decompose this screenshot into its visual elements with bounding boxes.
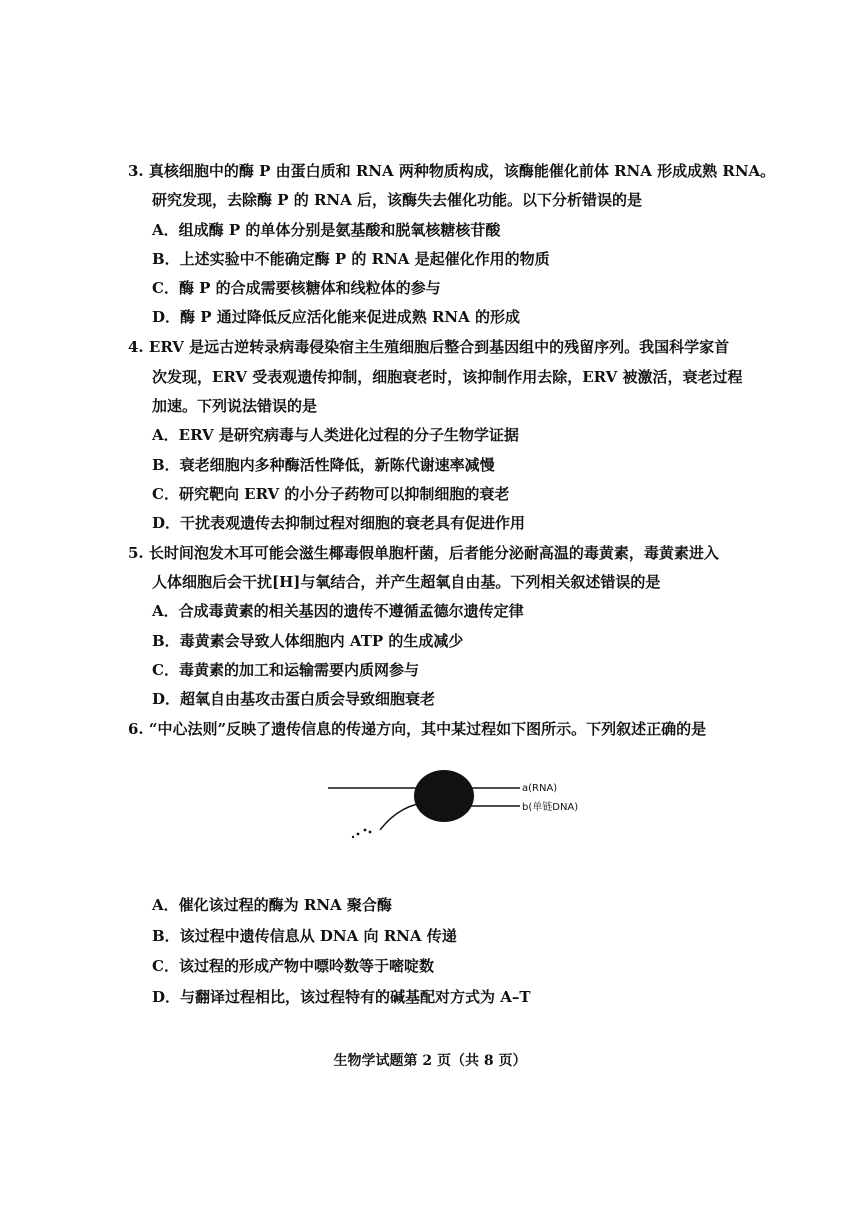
label-a-rna: a(RNA) <box>522 783 558 794</box>
nucleotide-dot <box>357 833 360 836</box>
q3-option-c: C．酶 P 的合成需要核糖体和线粒体的参与 <box>152 279 441 297</box>
nucleotide-dot <box>364 829 367 832</box>
q3-option-d: D．酶 P 通过降低反应活化能来促进成熟 RNA 的形成 <box>152 308 520 326</box>
nucleotide-dot <box>369 831 372 834</box>
q6-option-c: C．该过程的形成产物中嘌呤数等于嘧啶数 <box>152 957 434 975</box>
enzyme-ellipse <box>414 770 474 822</box>
q6-option-b: B．该过程中遗传信息从 DNA 向 RNA 传递 <box>152 927 457 945</box>
q3-option-a: A．组成酶 P 的单体分别是氨基酸和脱氧核糖核苷酸 <box>152 221 501 239</box>
q4-line-3: 加速。下列说法错误的是 <box>152 397 318 415</box>
q4-option-a: A．ERV 是研究病毒与人类进化过程的分子生物学证据 <box>152 426 519 444</box>
transcription-diagram <box>320 768 620 848</box>
page-footer: 生物学试题第 2 页（共 8 页） <box>333 1053 527 1069</box>
q4-line-1: 4. ERV 是远古逆转录病毒侵染宿主生殖细胞后整合到基因组中的残留序列。我国科学家首 <box>128 338 730 356</box>
label-b-ssdna: b(单链DNA) <box>522 802 579 813</box>
q6-line-1: 6. “中心法则”反映了遗传信息的传递方向，其中某过程如下图所示。下列叙述正确的是 <box>128 720 707 738</box>
q3-line-1: 3. 真核细胞中的酶 P 由蛋白质和 RNA 两种物质构成，该酶能催化前体 RNA 形成成熟 RNA。 <box>128 162 776 180</box>
q5-option-b: B．毒黄素会导致人体细胞内 ATP 的生成减少 <box>152 632 464 650</box>
q5-option-c: C．毒黄素的加工和运输需要内质网参与 <box>152 661 419 679</box>
q4-option-d: D．干扰表观遗传去抑制过程对细胞的衰老具有促进作用 <box>152 514 526 532</box>
q4-option-b: B．衰老细胞内多种酶活性降低，新陈代谢速率减慢 <box>152 456 495 474</box>
q5-line-1: 5. 长时间泡发木耳可能会滋生椰毒假单胞杆菌，后者能分泌耐高温的毒黄素，毒黄素进入 <box>128 544 719 562</box>
q6-option-d: D．与翻译过程相比，该过程特有的碱基配对方式为 A–T <box>152 988 531 1006</box>
nucleotide-dot <box>352 836 354 838</box>
q3-option-b: B．上述实验中不能确定酶 P 的 RNA 是起催化作用的物质 <box>152 250 550 268</box>
q5-line-2: 人体细胞后会干扰[H]与氧结合，并产生超氧自由基。下列相关叙述错误的是 <box>152 573 661 591</box>
q6-option-a: A．催化该过程的酶为 RNA 聚合酶 <box>152 896 392 914</box>
q4-line-2: 次发现，ERV 受表观遗传抑制，细胞衰老时，该抑制作用去除，ERV 被激活，衰老过程 <box>152 368 743 386</box>
q3-line-2: 研究发现，去除酶 P 的 RNA 后，该酶失去催化功能。以下分析错误的是 <box>152 191 642 209</box>
q5-option-d: D．超氧自由基攻击蛋白质会导致细胞衰老 <box>152 690 436 708</box>
q4-option-c: C．研究靶向 ERV 的小分子药物可以抑制细胞的衰老 <box>152 485 510 503</box>
q5-option-a: A．合成毒黄素的相关基因的遗传不遵循孟德尔遗传定律 <box>152 602 524 620</box>
